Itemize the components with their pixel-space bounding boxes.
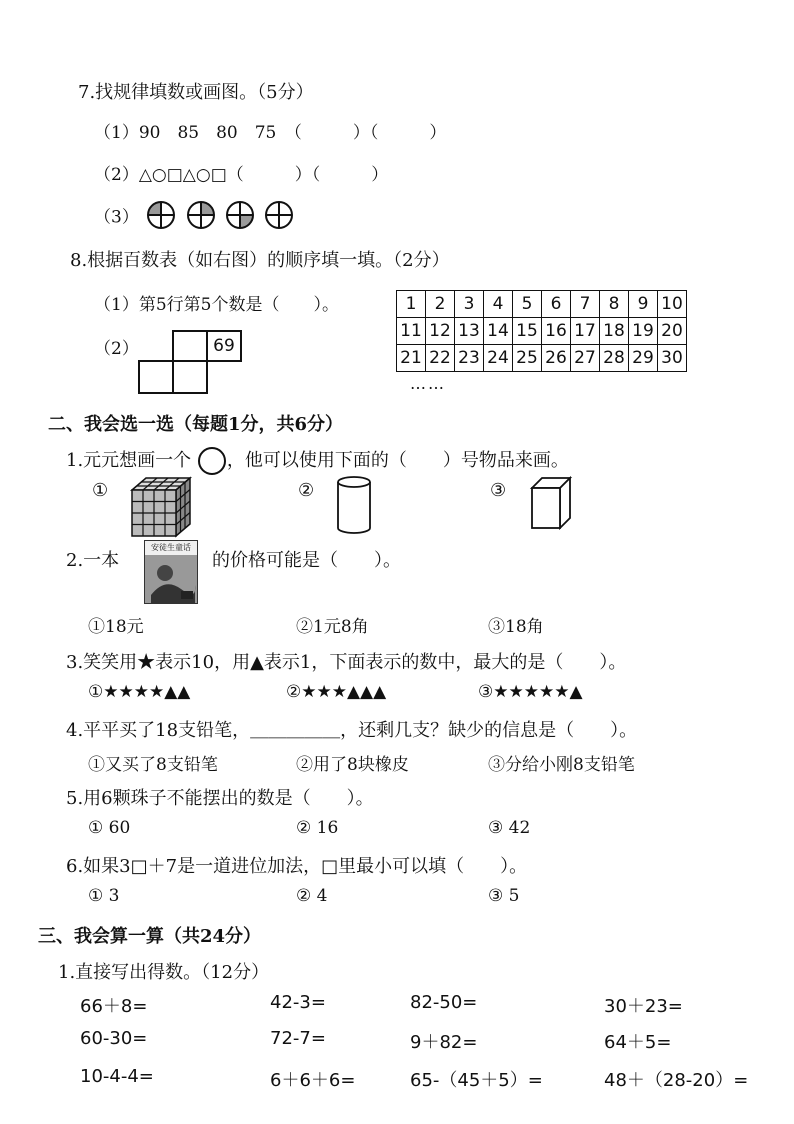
s2-q6-option3: ③ 5 <box>488 886 520 906</box>
q8-part2-label: （2） <box>94 339 139 359</box>
frame-cell-top-left <box>172 330 208 362</box>
s2-q5-text: 5.用6颗珠子不能摆出的数是（ ）。 <box>66 788 374 809</box>
cuboid-icon <box>528 474 574 532</box>
table-cell: 5 <box>513 291 542 318</box>
q7-part1: （1）90 85 80 75 （ ）（ ） <box>94 123 447 143</box>
calc-item: 42-3= <box>270 992 326 1013</box>
s2-q6-option1: ① 3 <box>88 886 120 906</box>
q7-part3 <box>94 200 296 230</box>
s2-q6-option2: ② 4 <box>296 886 328 906</box>
s2-q5-option3: ③ 42 <box>488 818 531 838</box>
frame-cell-bottom-middle <box>172 360 208 394</box>
calc-item: 66＋8= <box>80 996 148 1017</box>
calc-item: 9＋82= <box>410 1032 478 1053</box>
table-cell: 6 <box>542 291 571 318</box>
table-cell: 9 <box>629 291 658 318</box>
quartered-circle-icon-2 <box>184 200 218 230</box>
table-cell: 17 <box>571 318 600 345</box>
s2-q1 <box>66 446 569 476</box>
s2-q2-pre: 2.一本 <box>66 550 120 571</box>
s2-q1-option3-label: ③ <box>490 480 507 501</box>
table-cell: 30 <box>658 345 687 372</box>
circle-icon <box>197 446 227 476</box>
table-ellipsis: …… <box>410 374 446 393</box>
table-cell: 27 <box>571 345 600 372</box>
calc-item: 30＋23= <box>604 996 683 1017</box>
table-cell: 21 <box>397 345 426 372</box>
table-cell: 24 <box>484 345 513 372</box>
table-cell: 25 <box>513 345 542 372</box>
s2-q4-option3: ③分给小刚8支铅笔 <box>488 755 635 775</box>
s2-q2-option2: ②1元8角 <box>296 617 369 637</box>
storybook-image <box>144 540 198 604</box>
hundred-table <box>396 290 687 372</box>
s2-q1-option1-label: ① <box>92 480 109 501</box>
frame-cell-69 <box>206 330 242 362</box>
table-cell: 7 <box>571 291 600 318</box>
hundred-table-row <box>397 291 687 318</box>
s2-q2-option3: ③18角 <box>488 617 544 637</box>
frame-cell-bottom-left <box>138 360 174 394</box>
table-cell: 15 <box>513 318 542 345</box>
quartered-circle-icon-1 <box>144 200 178 230</box>
s2-q5-option2: ② 16 <box>296 818 339 838</box>
table-cell: 3 <box>455 291 484 318</box>
quartered-circle-icon-3 <box>223 200 257 230</box>
s2-q4-option1: ①又买了8支铅笔 <box>88 755 218 775</box>
table-cell: 13 <box>455 318 484 345</box>
table-cell: 14 <box>484 318 513 345</box>
calc-item: 48＋（28-20）= <box>604 1070 749 1091</box>
table-cell: 29 <box>629 345 658 372</box>
table-cell: 20 <box>658 318 687 345</box>
table-cell: 16 <box>542 318 571 345</box>
table-cell: 23 <box>455 345 484 372</box>
s2-q3-text: 3.笑笑用★表示10，用▲表示1，下面表示的数中，最大的是（ ）。 <box>66 652 627 673</box>
table-cell: 26 <box>542 345 571 372</box>
q7-part3-label: （3） <box>94 207 139 228</box>
s2-q2-post: 的价格可能是（ ）。 <box>212 550 401 571</box>
calc-item: 60-30= <box>80 1028 148 1049</box>
q7-part2-blanks: （ ）（ ） <box>226 165 389 185</box>
section2-heading: 二、我会选一选（每题1分，共6分） <box>48 414 344 435</box>
s2-q1-post: ，他可以使用下面的（ ）号物品来画。 <box>226 450 569 471</box>
s3-q1-title: 1.直接写出得数。（12分） <box>58 962 270 983</box>
q7-title: 7.找规律填数或画图。（5分） <box>78 82 314 103</box>
calc-item: 10-4-4= <box>80 1066 154 1087</box>
table-cell: 18 <box>600 318 629 345</box>
table-cell: 11 <box>397 318 426 345</box>
calc-item: 65-（45＋5）= <box>410 1070 543 1091</box>
s2-q1-option2-label: ② <box>298 480 315 501</box>
table-cell: 12 <box>426 318 455 345</box>
s2-q3-option1: ①★★★★▲▲ <box>88 682 191 702</box>
hundred-table-row <box>397 318 687 345</box>
table-cell: 2 <box>426 291 455 318</box>
q7-part2-label: （2） <box>94 165 139 185</box>
s2-q6-text: 6.如果3□＋7是一道进位加法，□里最小可以填（ ）。 <box>66 856 528 877</box>
table-cell: 1 <box>397 291 426 318</box>
book-cover-title: 安徒生童话 <box>145 541 197 555</box>
s2-q2-option1: ①18元 <box>88 617 144 637</box>
s2-q3-option3: ③★★★★★▲ <box>478 682 583 702</box>
cylinder-icon <box>334 474 374 536</box>
calc-item: 6＋6＋6= <box>270 1070 356 1091</box>
table-cell: 19 <box>629 318 658 345</box>
table-cell: 8 <box>600 291 629 318</box>
calc-item: 64＋5= <box>604 1032 672 1053</box>
q7-part2 <box>94 160 388 185</box>
s2-q5-option1: ① 60 <box>88 818 131 838</box>
calc-item: 82-50= <box>410 992 478 1013</box>
q8-part1: （1）第5行第5个数是（ ）。 <box>94 295 339 315</box>
frame-value: 69 <box>213 336 235 356</box>
table-cell: 4 <box>484 291 513 318</box>
quartered-circle-icon-4 <box>262 200 296 230</box>
table-cell: 28 <box>600 345 629 372</box>
table-cell: 10 <box>658 291 687 318</box>
s2-q1-pre: 1.元元想画一个 <box>66 450 192 471</box>
book-illustration-icon <box>145 555 197 603</box>
section3-heading: 三、我会算一算（共24分） <box>38 926 262 947</box>
table-cell: 22 <box>426 345 455 372</box>
calc-item: 72-7= <box>270 1028 326 1049</box>
s2-q3-option2: ②★★★▲▲▲ <box>286 682 387 702</box>
rubiks-cube-icon <box>128 474 194 538</box>
hundred-table-row <box>397 345 687 372</box>
s2-q4-option2: ②用了8块橡皮 <box>296 755 409 775</box>
s2-q4-text: 4.平平买了18支铅笔，＿＿＿＿＿，还剩几支？缺少的信息是（ ）。 <box>66 720 638 741</box>
q7-part2-shapes: △○□△○□ <box>138 165 227 185</box>
q8-title: 8.根据百数表（如右图）的顺序填一填。（2分） <box>70 250 450 271</box>
